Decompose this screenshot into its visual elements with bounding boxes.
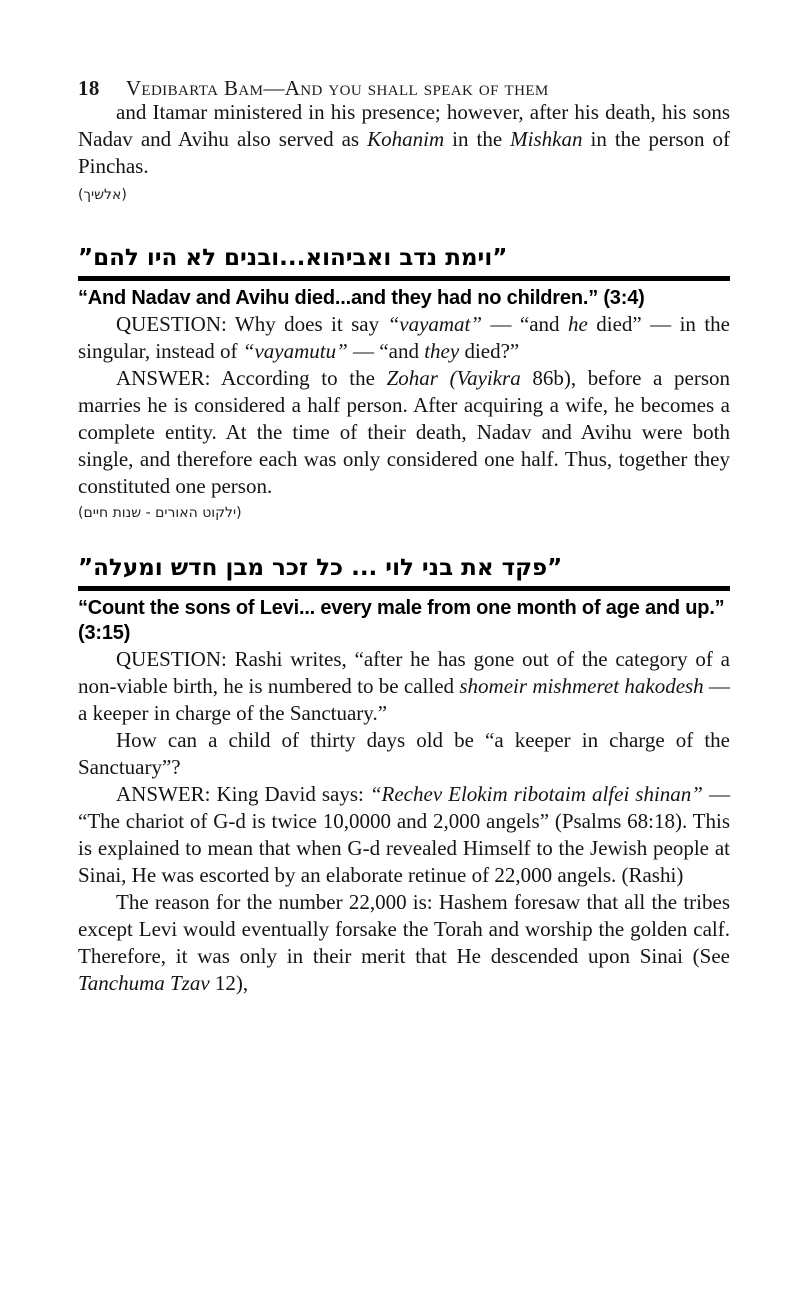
answer-continued-paragraph: The reason for the number 22,000 is: Hashem foresaw that all the tribes except Levi would eventually forsake the Torah and worship the golden calf. Therefore, it was only in their merit that He descended upon Sinai (See Tanchuma Tzav 12), — [78, 890, 730, 995]
english-heading-1: “And Nadav and Avihu died...and they had no children.” (3:4) — [78, 287, 645, 309]
intro-paragraph: and Itamar ministered in his presence; however, after his death, his sons Nadav and Avihu also served as Kohanim in the Mishkan in the person of Pinchas. — [78, 100, 730, 178]
hebrew-heading-2: ”פקד את בני לוי ... כל זכר מבן חדש ומעלה” — [78, 555, 563, 581]
section-nadav-avihu — [78, 243, 730, 523]
attribution-yalkut: (ילקוט האורים - שנות חיים) — [78, 505, 242, 521]
english-heading-2: “Count the sons of Levi... every male from one month of age and up.” (3:15) — [78, 597, 725, 644]
answer-paragraph-1: ANSWER: According to the Zohar (Vayikra 86b), before a person marries he is considered a half person. After acquiring a wife, he becomes a complete entity. At the time of their death, Nadav and Avihu were both single, and therefore each was only considered one half. Thus, together they constituted one person. — [78, 366, 731, 498]
question-paragraph-2: QUESTION: Rashi writes, “after he has gone out of the category of a non-viable birth, he is numbered to be called shomeir mishmeret hakodesh — a keeper in charge of the Sanctuary.” — [78, 647, 731, 725]
attribution-alshich: (אלשיך) — [78, 187, 127, 203]
section-count-levi — [78, 553, 730, 997]
divider-bar — [78, 586, 730, 591]
question-paragraph-1: QUESTION: Why does it say “vayamat” — “and he died” — in the singular, instead of “vayamutu” — “and they died?” — [78, 312, 731, 363]
question-continued-paragraph: How can a child of thirty days old be “a keeper in charge of the Sanctuary”? — [78, 728, 730, 779]
hebrew-heading-1: ”וימת נדב ואביהוא...ובנים לא היו להם” — [78, 245, 508, 271]
page-header — [78, 78, 730, 99]
running-title: Vedibarta Bam—And you shall speak of them — [125, 76, 549, 100]
answer-paragraph-2: ANSWER: King David says: “Rechev Elokim ribotaim alfei shinan” — “The chariot of G-d is twice 10,0000 and 2,000 angels” (Psalms 68:18). This is explained to mean that when G-d revealed Himself to the Jewish people at Sinai, He was escorted by an elaborate retinue of 22,000 angels. (Rashi) — [78, 782, 731, 887]
divider-bar — [78, 276, 730, 281]
page-number: 18 — [78, 76, 100, 100]
